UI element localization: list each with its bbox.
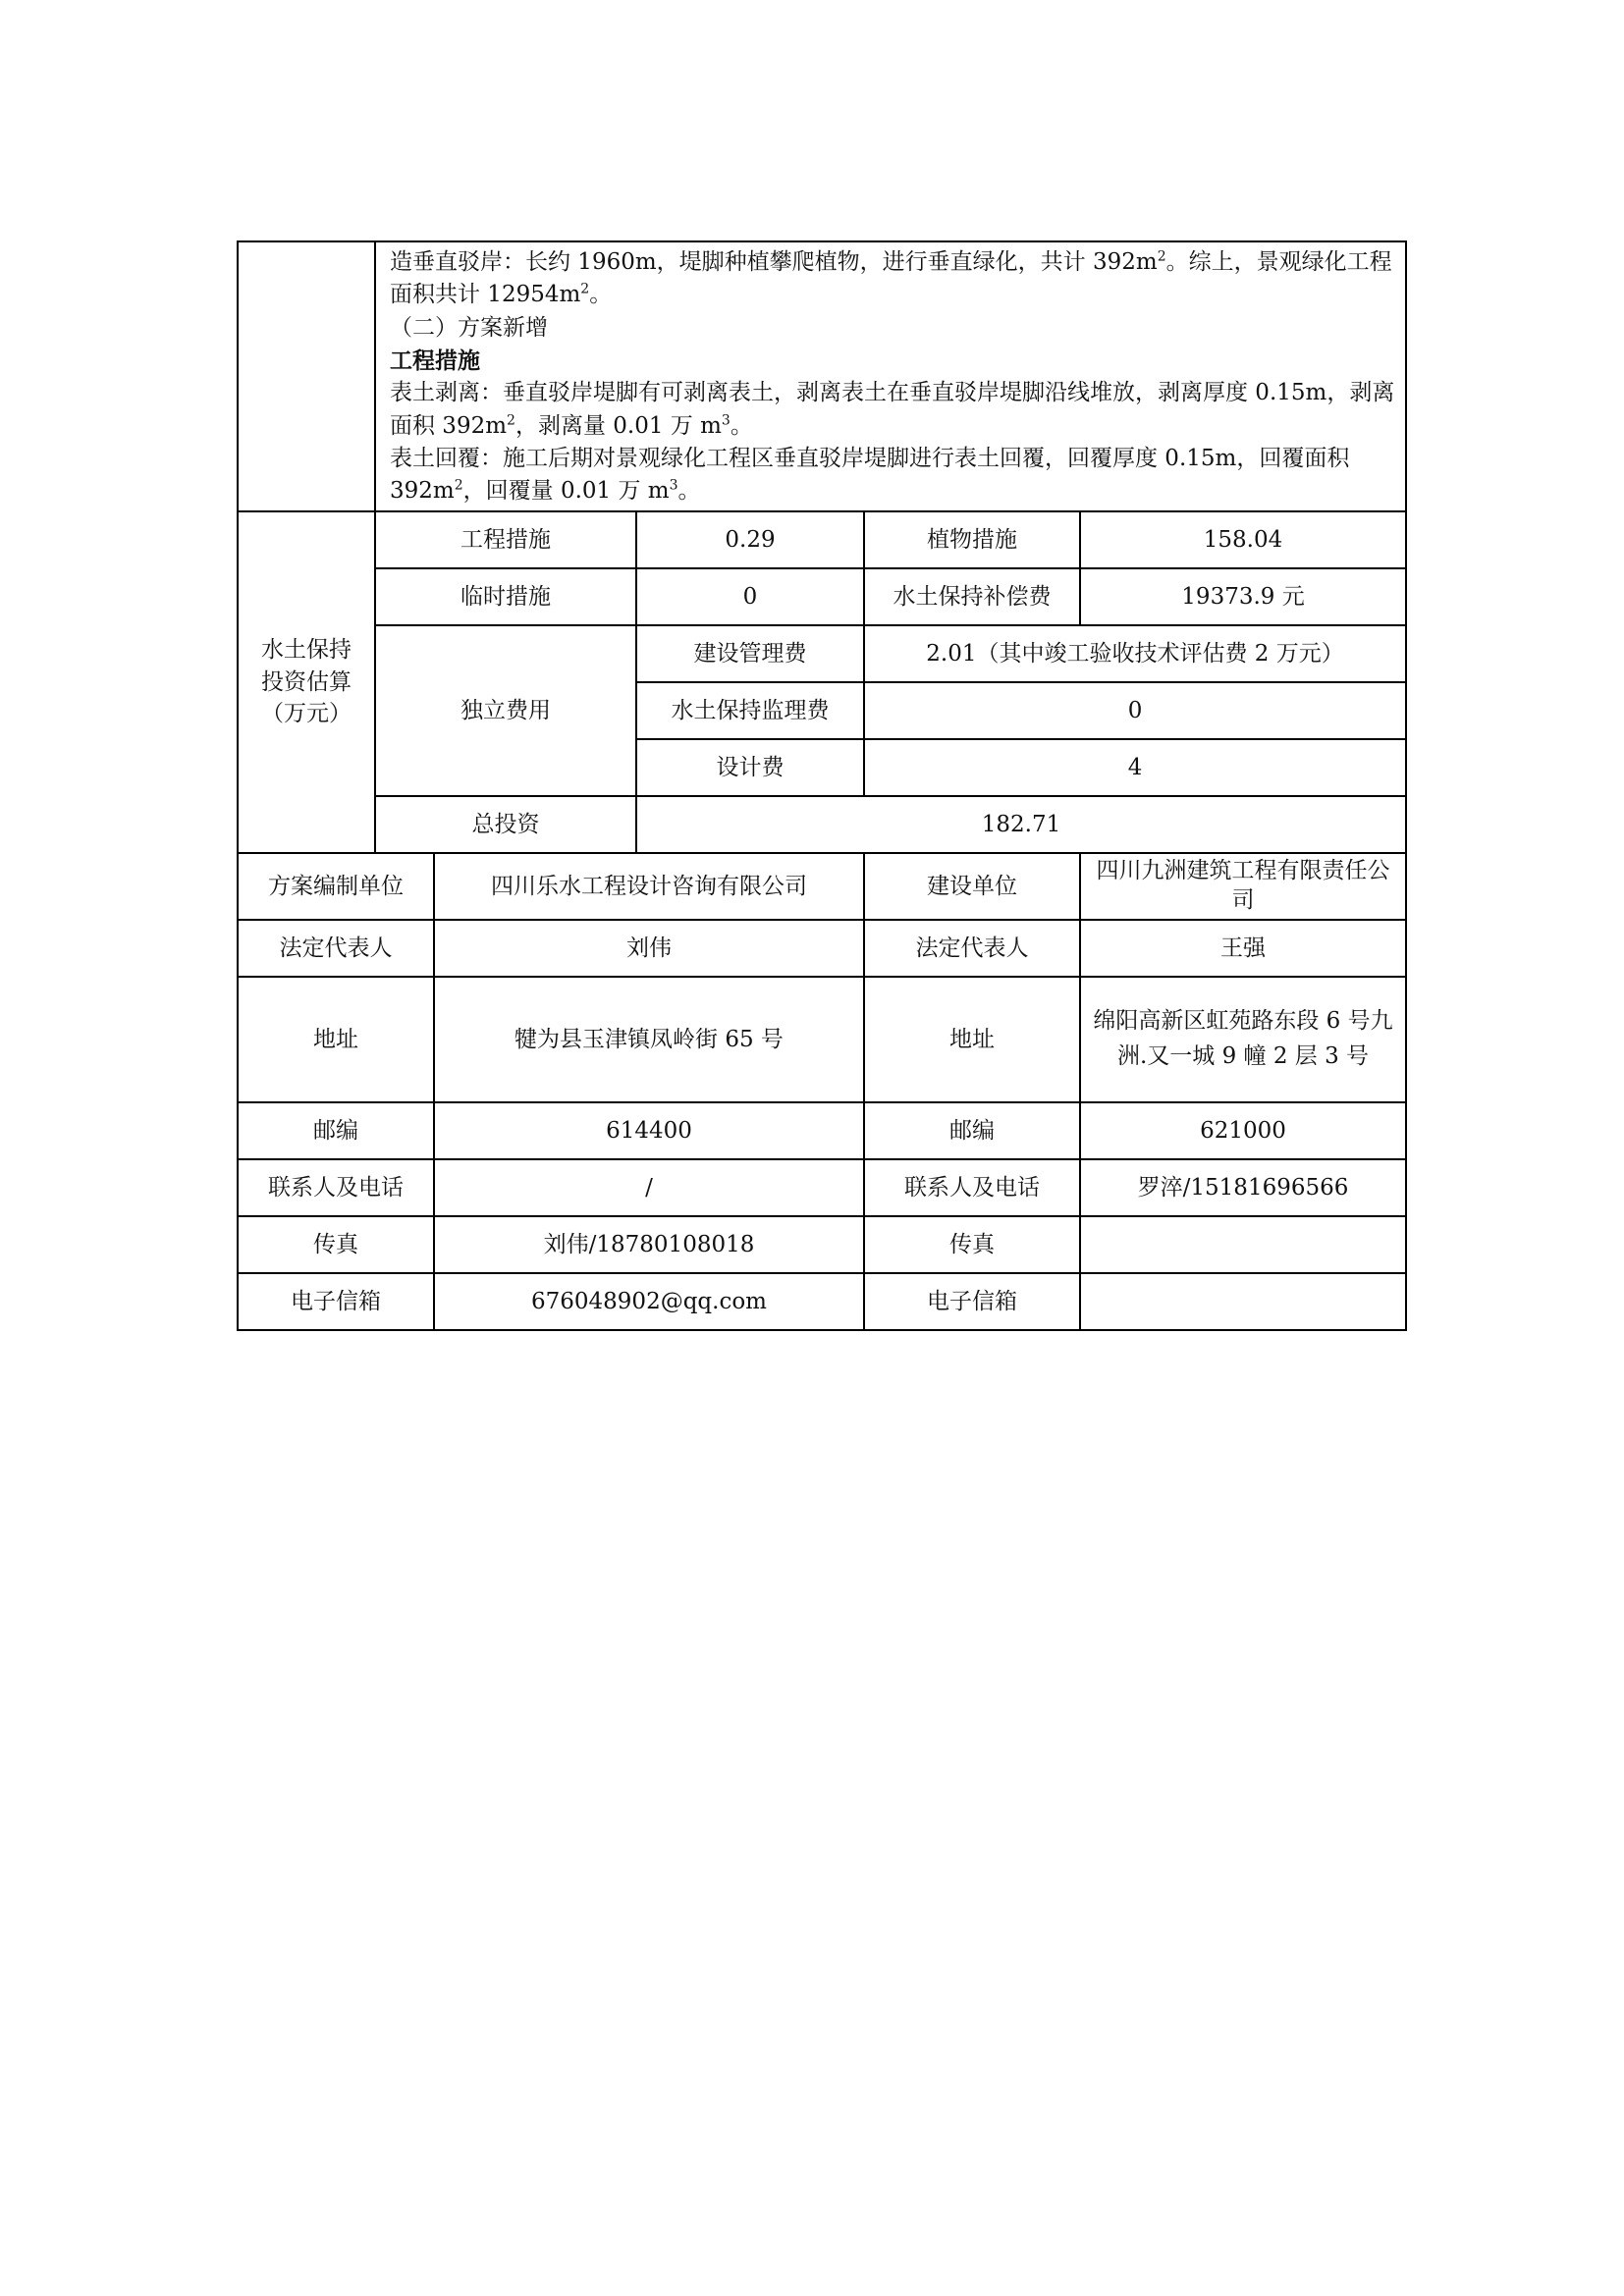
builder-value: 四川九洲建筑工程有限责任公司 [1080,853,1406,920]
address-label-right: 地址 [864,977,1080,1102]
zipcode-value-left: 614400 [434,1102,864,1159]
email-value-left: 676048902@qq.com [434,1273,864,1330]
landscape-text-b: 。综上，景观绿化工程面积共计 12954m [390,249,1392,308]
stripping-text-end: 。 [730,412,753,439]
management-fee-value: 2.01（其中竣工验收技术评估费 2 万元） [864,625,1406,682]
unit-row-representative [238,920,1406,977]
fax-label-right: 传真 [864,1216,1080,1273]
landscape-text-end: 。 [589,282,613,308]
stripping-text-a: 表土剥离：垂直驳岸堤脚有可剥离表土，剥离表土在垂直驳岸堤脚沿线堆放，剥离厚度 0.15m，剥离面积 392m [390,380,1395,439]
email-label-left: 电子信箱 [238,1273,434,1330]
representative-label-left: 法定代表人 [238,920,434,977]
engineering-measures-label: 工程措施 [375,511,636,568]
total-investment-value: 182.71 [636,796,1406,853]
email-value-right [1080,1273,1406,1330]
engineering-measures-heading: 工程措施 [390,347,480,375]
supervision-fee-label: 水土保持监理费 [636,682,864,739]
summary-table [237,240,1407,1331]
address-value-right: 绵阳高新区虹苑路东段 6 号九洲.又一城 9 幢 2 层 3 号 [1080,977,1406,1102]
unit-row-fax [238,1216,1406,1273]
zipcode-label-right: 邮编 [864,1102,1080,1159]
unit-row-zipcode [238,1102,1406,1159]
stripping-text-b: ，剥离量 0.01 万 m [514,412,722,439]
investment-section-label: 水土保持投资估算（万元） [238,511,375,853]
zipcode-value-right: 621000 [1080,1102,1406,1159]
investment-row-6 [238,796,1406,853]
measures-description-cell [375,241,1406,511]
fax-value-right [1080,1216,1406,1273]
plant-measures-value: 158.04 [1080,511,1406,568]
backfill-text-a: 表土回覆：施工后期对景观绿化工程区垂直驳岸堤脚进行表土回覆，回覆厚度 0.15m，回覆面积 392m [390,446,1350,505]
measures-description-row [238,241,1406,511]
contact-label-right: 联系人及电话 [864,1159,1080,1216]
unit-row-contact [238,1159,1406,1216]
backfill-text-end: 。 [677,478,701,505]
builder-label: 建设单位 [864,853,1080,920]
address-value-left: 犍为县玉津镇凤岭街 65 号 [434,977,864,1102]
superscript: 2 [454,477,463,494]
superscript: 2 [1157,248,1166,265]
unit-row-email [238,1273,1406,1330]
plant-measures-label: 植物措施 [864,511,1080,568]
temporary-measures-value: 0 [636,568,864,625]
investment-row-1 [238,511,1406,568]
superscript: 3 [721,412,731,429]
representative-value-left: 刘伟 [434,920,864,977]
fax-value-left: 刘伟/18780108018 [434,1216,864,1273]
unit-row-address [238,977,1406,1102]
contact-value-right: 罗淬/15181696566 [1080,1159,1406,1216]
document-table-container [237,240,1405,1331]
blank-label-cell [238,241,375,511]
backfill-text-b: ，回覆量 0.01 万 m [462,478,670,505]
topsoil-stripping-paragraph [390,377,1395,443]
address-label-left: 地址 [238,977,434,1102]
compensation-fee-label: 水土保持补偿费 [864,568,1080,625]
investment-row-2 [238,568,1406,625]
superscript: 3 [669,477,678,494]
supervision-fee-value: 0 [864,682,1406,739]
topsoil-backfill-paragraph [390,443,1395,508]
engineering-measures-value: 0.29 [636,511,864,568]
superscript: 2 [580,281,590,297]
management-fee-label: 建设管理费 [636,625,864,682]
landscape-paragraph [390,246,1395,312]
contact-value-left: / [434,1159,864,1216]
representative-label-right: 法定代表人 [864,920,1080,977]
landscape-text-a: 造垂直驳岸：长约 1960m，堤脚种植攀爬植物，进行垂直绿化，共计 392m [390,249,1158,275]
design-fee-value: 4 [864,739,1406,796]
representative-value-right: 王强 [1080,920,1406,977]
independent-costs-label: 独立费用 [375,625,636,796]
compiler-label: 方案编制单位 [238,853,434,920]
compiler-value: 四川乐水工程设计咨询有限公司 [434,853,864,920]
contact-label-left: 联系人及电话 [238,1159,434,1216]
unit-row-compiler [238,853,1406,920]
investment-row-3 [238,625,1406,682]
fax-label-left: 传真 [238,1216,434,1273]
compensation-fee-value: 19373.9 元 [1080,568,1406,625]
temporary-measures-label: 临时措施 [375,568,636,625]
superscript: 2 [507,412,515,429]
total-investment-label: 总投资 [375,796,636,853]
new-scheme-heading: （二）方案新增 [390,314,548,341]
email-label-right: 电子信箱 [864,1273,1080,1330]
zipcode-label-left: 邮编 [238,1102,434,1159]
design-fee-label: 设计费 [636,739,864,796]
